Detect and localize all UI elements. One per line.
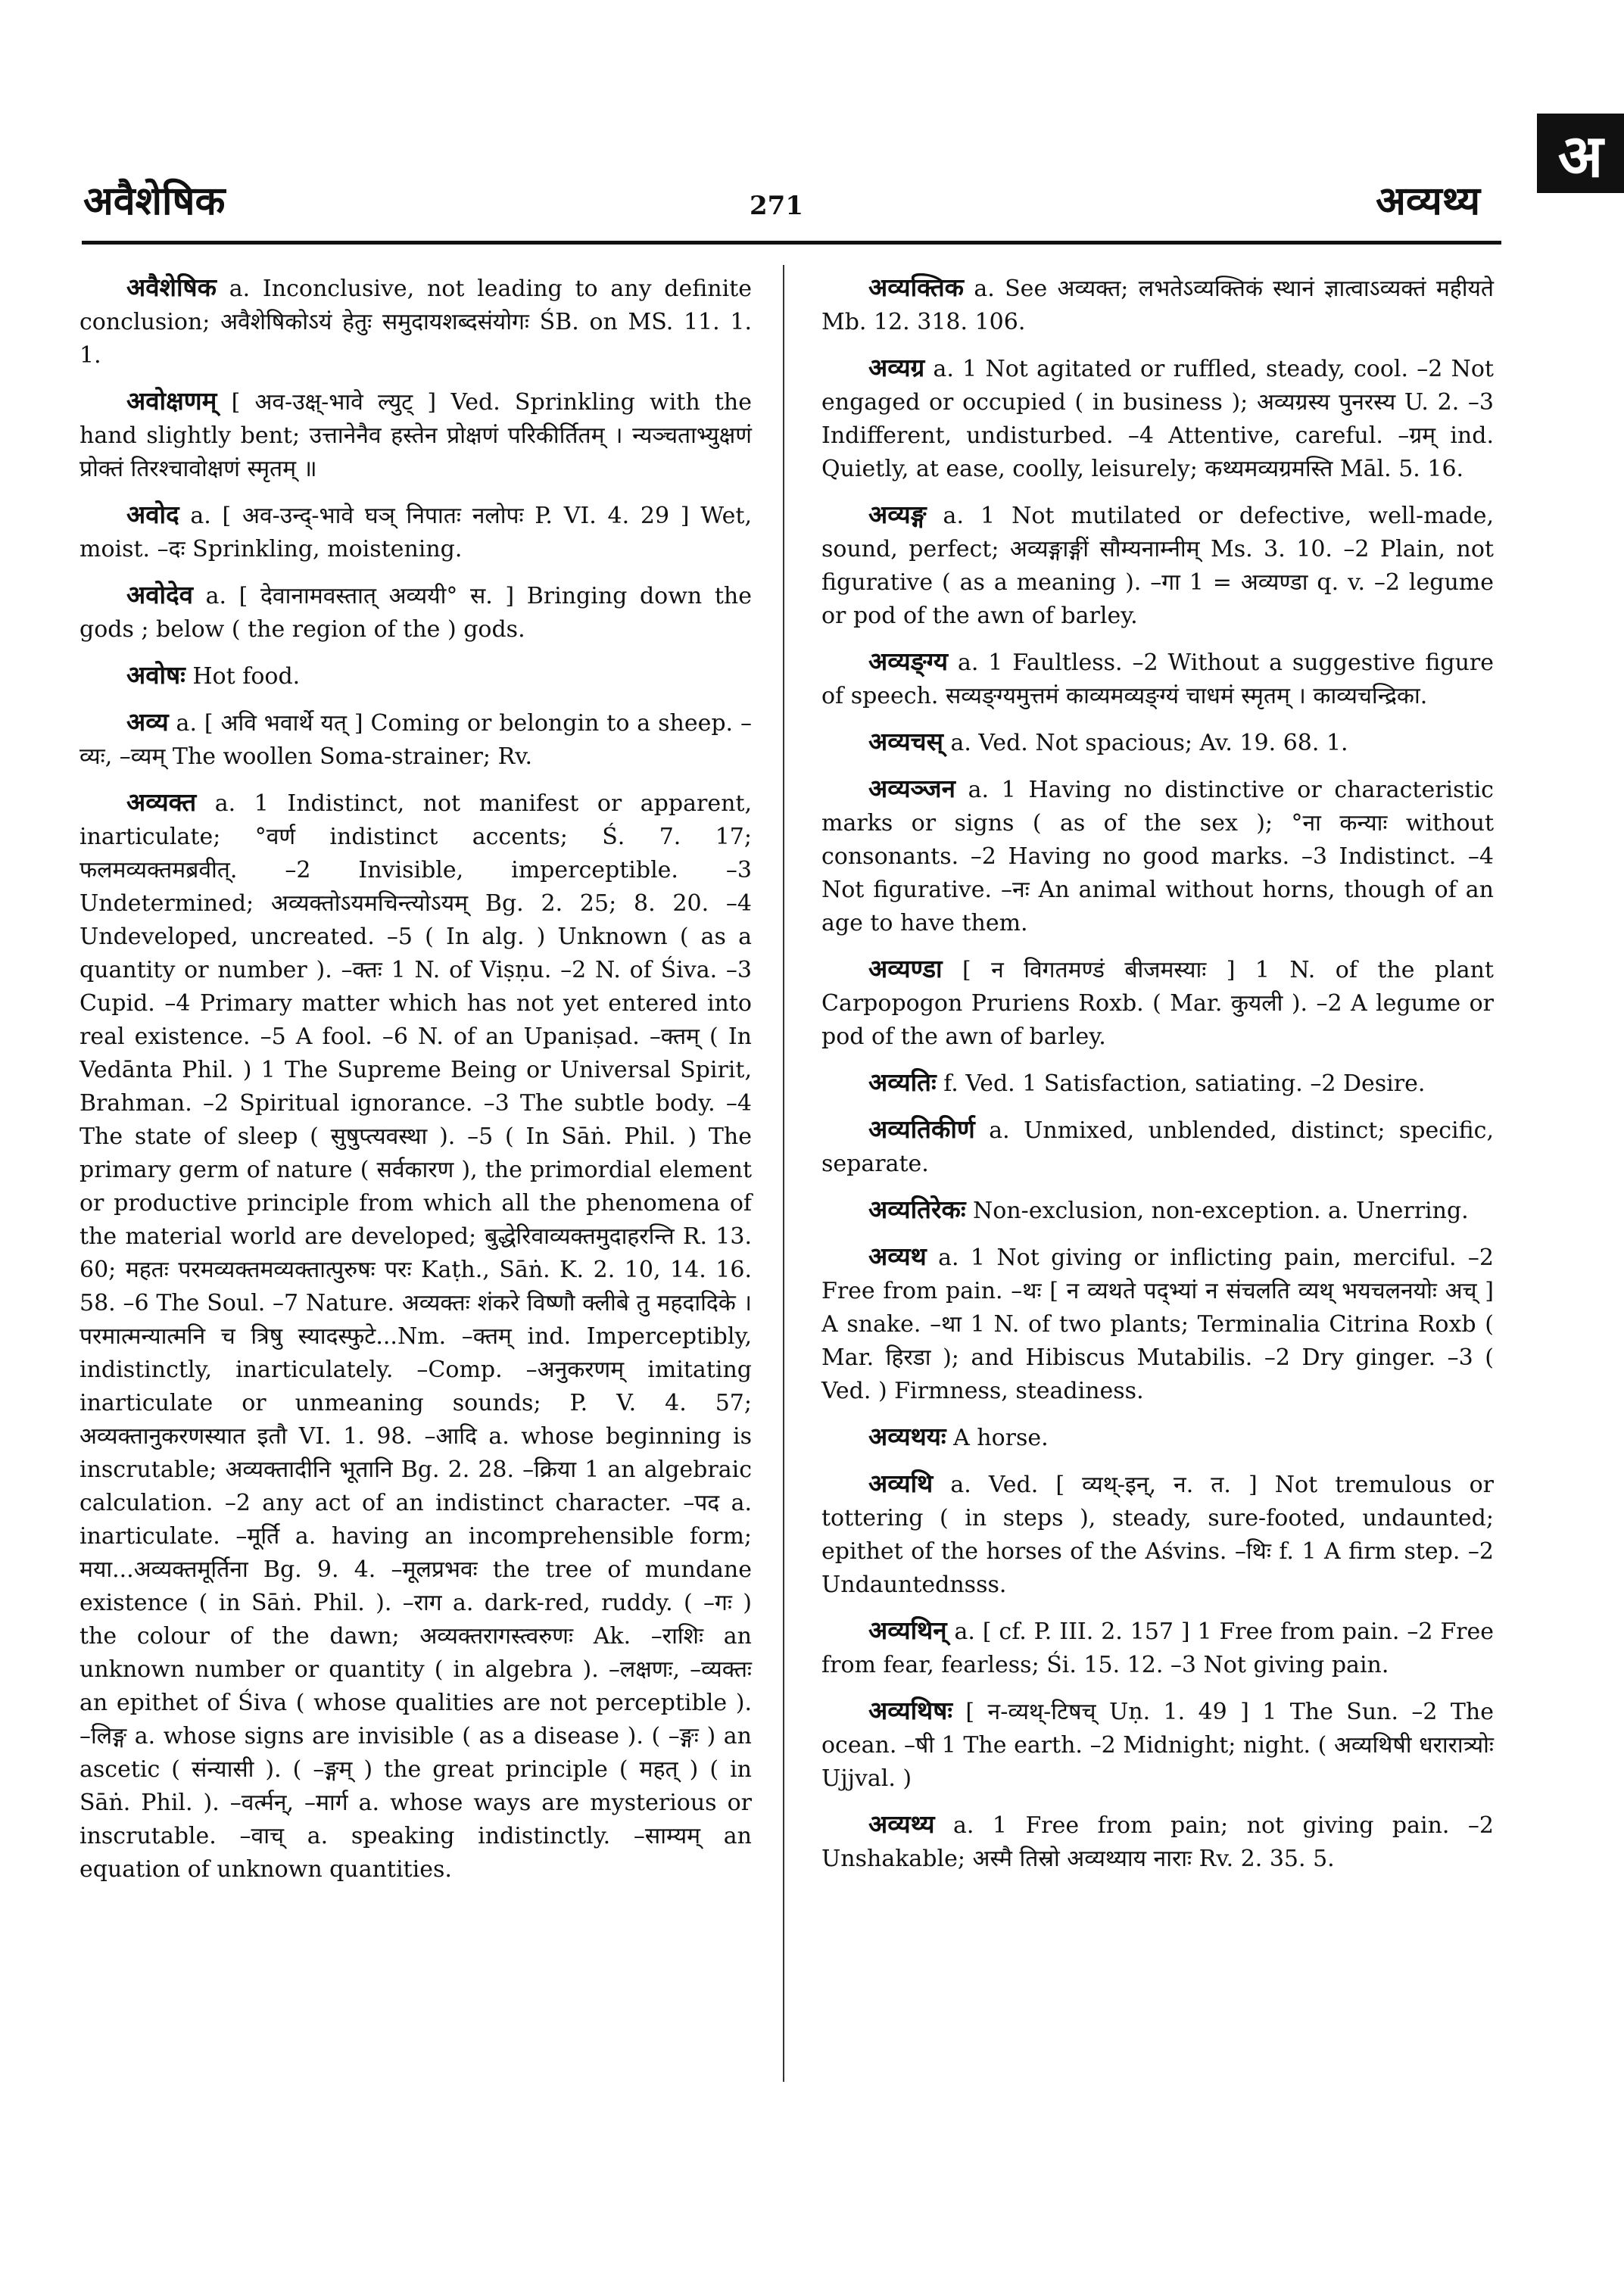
entry-definition: a. 1 Faultless. –2 Without a suggestive figure of speech. सव्यङ्ग्यमुत्तमं काव्यमव्यङ्ग्यं चाधमं स्मृतम् । काव्यचन्द्रिका. [821, 650, 1494, 709]
entry-headword: अवोद [126, 500, 179, 529]
column-separator [783, 265, 784, 2082]
entry-headword: अव्यतिः [868, 1067, 937, 1097]
entry-headword: अव्यक्त [126, 787, 197, 817]
entry-headword: अव्यथि [868, 1469, 934, 1498]
entry-definition: [ न विगतमण्डं बीजमस्याः ] 1 N. of the plant Carpopogon Pruriens Roxb. ( Mar. कुयली ). –2 A legume or pod of the awn of barley. [821, 957, 1494, 1050]
dictionary-entry [821, 351, 1494, 486]
dictionary-entry [821, 271, 1494, 339]
entry-definition: a. Ved. Not spacious; Av. 19. 68. 1. [943, 730, 1348, 756]
entry-definition: a. 1 Free from pain; not giving pain. –2 Unshakable; अस्मै तिस्रो अव्यथ्याय नाराः Rv. 2. 35. 5. [821, 1812, 1494, 1872]
dictionary-entry [821, 1240, 1494, 1408]
entry-definition: a. 1 Having no distinctive or characteristic marks or signs ( as of the sex ); °ना कन्याः without consonants. –2 Having no good marks. –3 Indistinct. –4 Not figurative. –नः An animal without horns, though of an age to have them. [821, 777, 1494, 936]
entry-headword: अव्य [126, 707, 169, 737]
entry-definition: [ अव-उक्ष्-भावे ल्युट् ] Ved. Sprinkling with the hand slightly bent; उत्तानेनैव हस्तेन प्रोक्षणं परिकीर्तितम् । न्यञ्चताभ्युक्षणं प्रोक्तं तिरश्चावोक्षणं स्मृतम् ॥ [79, 389, 752, 482]
dictionary-entry [821, 1694, 1494, 1796]
entry-definition: a. [ अव-उन्द्-भावे घञ् निपातः नलोपः P. VI. 4. 29 ] Wet, moist. –दः Sprinkling, moistening. [79, 503, 752, 562]
right-column [821, 271, 1494, 1888]
dictionary-entry [821, 952, 1494, 1054]
entry-headword: अव्यथ्य [868, 1809, 935, 1839]
entry-definition: a. See अव्यक्त; लभतेऽव्यक्तिकं स्थानं ज्ञात्वाऽव्यक्तं महीयते Mb. 12. 318. 106. [821, 276, 1494, 335]
dictionary-entry [821, 1467, 1494, 1602]
header-rule [82, 241, 1501, 245]
entry-definition: a. 1 Not giving or inflicting pain, merciful. –2 Free from pain. –थः [ न व्यथते पद्भ्यां न संचलति व्यथ् भयचलनयोः अच् ] A snake. –था 1 N. of two plants; Terminalia Citrina Roxb ( Mar. हिरडा ); and Hibiscus Mutabilis. –2 Dry ginger. –3 ( Ved. ) Firmness, steadiness. [821, 1245, 1494, 1404]
dictionary-entry [79, 385, 752, 486]
dictionary-entry [821, 772, 1494, 940]
dictionary-entry [821, 1066, 1494, 1101]
entry-definition: a. 1 Not mutilated or defective, well-made, sound, perfect; अव्यङ्गाङ्गीं सौम्यनाम्नीम् Ms. 3. 10. –2 Plain, not figurative ( as a meaning ). –गा 1 = अव्यण्डा q. v. –2 legume or pod of the awn of barley. [821, 503, 1494, 629]
entry-headword: अव्यतिकीर्ण [868, 1114, 975, 1144]
entry-definition: a. [ देवानामवस्तात् अव्ययी° स. ] Bringing down the gods ; below ( the region of the ) gods. [79, 583, 752, 643]
dictionary-entry [821, 1193, 1494, 1228]
entry-headword: अव्यतिरेकः [868, 1195, 966, 1224]
entry-headword: अव्यथ [868, 1242, 927, 1271]
entry-definition: a. Inconclusive, not leading to any definite conclusion; अवैशेषिकोऽयं हेतुः समुदायशब्दसंयोगः ŚB. on MS. 11. 1. 1. [79, 276, 752, 369]
dictionary-entry [79, 578, 752, 646]
entry-headword: अव्यङ्ग [868, 500, 927, 529]
entry-definition: [ न-व्यथ्-टिषच् Uṇ. 1. 49 ] 1 The Sun. –2 The ocean. –षी 1 The earth. –2 Midnight; night. ( अव्यथिषी धरारात्र्योः Ujjval. ) [821, 1699, 1494, 1792]
header-left-guide-word: अवैशेषिक [83, 178, 226, 224]
entry-definition: a. Unmixed, unblended, distinct; specific, separate. [821, 1117, 1494, 1177]
entry-headword: अवोदेव [126, 580, 193, 609]
entry-headword: अव्यथिन् [868, 1615, 947, 1645]
entry-headword: अव्यण्डा [868, 954, 943, 983]
header-right-guide-word: अव्यथ्य [1376, 178, 1480, 224]
dictionary-entry [821, 645, 1494, 713]
entry-headword: अव्यञ्जन [868, 774, 955, 803]
entry-headword: अव्यङ्ग्य [868, 646, 949, 676]
dictionary-entry [821, 1113, 1494, 1181]
left-column [79, 271, 752, 1899]
entry-definition: a. [ अवि भवार्थे यत् ] Coming or belongin to a sheep. –व्यः, –व्यम् The woollen Soma-strainer; Rv. [79, 710, 752, 770]
page-number: 271 [750, 191, 803, 221]
entry-definition: a. 1 Not agitated or ruffled, steady, cool. –2 Not engaged or occupied ( in business ); अव्यग्रस्य पुनरस्य U. 2. –3 Indifferent, undisturbed. –4 Attentive, careful. –ग्रम् ind. Quietly, at ease, coolly, leisurely; कथ्यमव्यग्रमस्ति Māl. 5. 16. [821, 356, 1494, 482]
dictionary-entry [79, 498, 752, 566]
entry-headword: अव्यथिषः [868, 1696, 953, 1725]
dictionary-entry [79, 786, 752, 1886]
entry-headword: अवोषः [126, 660, 185, 690]
entry-definition: a. [ cf. P. III. 2. 157 ] 1 Free from pain. –2 Free from fear, fearless; Śi. 15. 12. –3 Not giving pain. [821, 1618, 1494, 1678]
entry-headword: अवैशेषिक [126, 273, 217, 302]
entry-headword: अव्यथयः [868, 1422, 946, 1451]
entry-definition: Hot food. [185, 663, 301, 690]
entry-definition: f. Ved. 1 Satisfaction, satiating. –2 Desire. [936, 1070, 1426, 1097]
dictionary-entry [79, 659, 752, 693]
dictionary-entry [79, 271, 752, 372]
dictionary-entry [821, 725, 1494, 760]
entry-headword: अवोक्षणम् [126, 386, 217, 416]
entry-definition: a. Ved. [ व्यथ्-इन्, न. त. ] Not tremulous or tottering ( in steps ), steady, sure-footed, undaunted; epithet of the horses of the Aśvins. –थिः f. 1 A firm step. –2 Undauntednsss. [821, 1472, 1494, 1598]
entry-headword: अव्यग्र [868, 353, 925, 382]
dictionary-entry [821, 1420, 1494, 1455]
dictionary-entry [821, 1614, 1494, 1682]
entry-definition: A horse. [946, 1425, 1049, 1451]
entry-headword: अव्यचस् [868, 727, 943, 756]
entry-definition: Non-exclusion, non-exception. a. Unerring. [965, 1198, 1469, 1224]
entry-headword: अव्यक्तिक [868, 273, 965, 302]
dictionary-entry [821, 1808, 1494, 1876]
entry-definition: a. 1 Indistinct, not manifest or apparent, inarticulate; °वर्ण indistinct accents; Ś. 7. 17; फलमव्यक्तमब्रवीत्. –2 Invisible, imperceptible. –3 Undetermined; अव्यक्तोऽयमचिन्त्योऽयम् Bg. 2. 25; 8. 20. –4 Undeveloped, uncreated. –5 ( In alg. ) Unknown ( as a quantity or number ). –क्तः 1 N. of Viṣṇu. –2 N. of Śiva. –3 Cupid. –4 Primary matter which has not yet entered into real existence. –5 A fool. –6 N. of an Upaniṣad. –क्तम् ( In Vedānta Phil. ) 1 The Supreme Being or Universal Spirit, Brahman. –2 Spiritual ignorance. –3 The subtle body. –4 The state of sleep ( सुषुप्त्यवस्था ). –5 ( In Sāṅ. Phil. ) The primary germ of nature ( सर्वकारण ), the primordial element or productive principle from which all the phenomena of the material world are developed; बुद्धेरिवाव्यक्तमुदाहरन्ति R. 13. 60; महतः परमव्यक्तमव्यक्तात्पुरुषः परः Kaṭh., Sāṅ. K. 2. 10, 14. 16. 58. –6 The Soul. –7 Nature. अव्यक्तः शंकरे विष्णौ क्लीबे तु महदादिके । परमात्मन्यात्मनि च त्रिषु स्यादस्फुटे...Nm. –क्तम् ind. Imperceptibly, indistinctly, inarticulately. –Comp. –अनुकरणम् imitating inarticulate or unmeaning sounds; P. V. 4. 57; अव्यक्तानुकरणस्यात इतौ VI. 1. 98. –आदि a. whose beginning is inscrutable; अव्यक्तादीनि भूतानि Bg. 2. 28. –क्रिया 1 an algebraic calculation. –2 any act of an indistinct character. –पद a. inarticulate. –मूर्ति a. having an incomprehensible form; मया...अव्यक्तमूर्तिना Bg. 9. 4. –मूलप्रभवः the tree of mundane existence ( in Sāṅ. Phil. ). –राग a. dark-red, ruddy. ( –गः ) the colour of the dawn; अव्यक्तरागस्त्वरुणः Ak. –राशिः an unknown number or quantity ( in algebra ). –लक्षणः, –व्यक्तः an epithet of Śiva ( whose qualities are not perceptible ). –लिङ्ग a. whose signs are invisible ( as a disease ). ( –ङ्गः ) an ascetic ( संन्यासी ). ( –ङ्गम् ) the great principle ( महत् ) ( in Sāṅ. Phil. ). –वर्त्मन्, –मार्ग a. whose ways are mysterious or inscrutable. –वाच् a. speaking indistinctly. –साम्यम् an equation of unknown quantities. [79, 790, 752, 1883]
dictionary-entry [821, 498, 1494, 633]
thumb-index-tab: अ [1537, 114, 1624, 193]
dictionary-entry [79, 706, 752, 774]
